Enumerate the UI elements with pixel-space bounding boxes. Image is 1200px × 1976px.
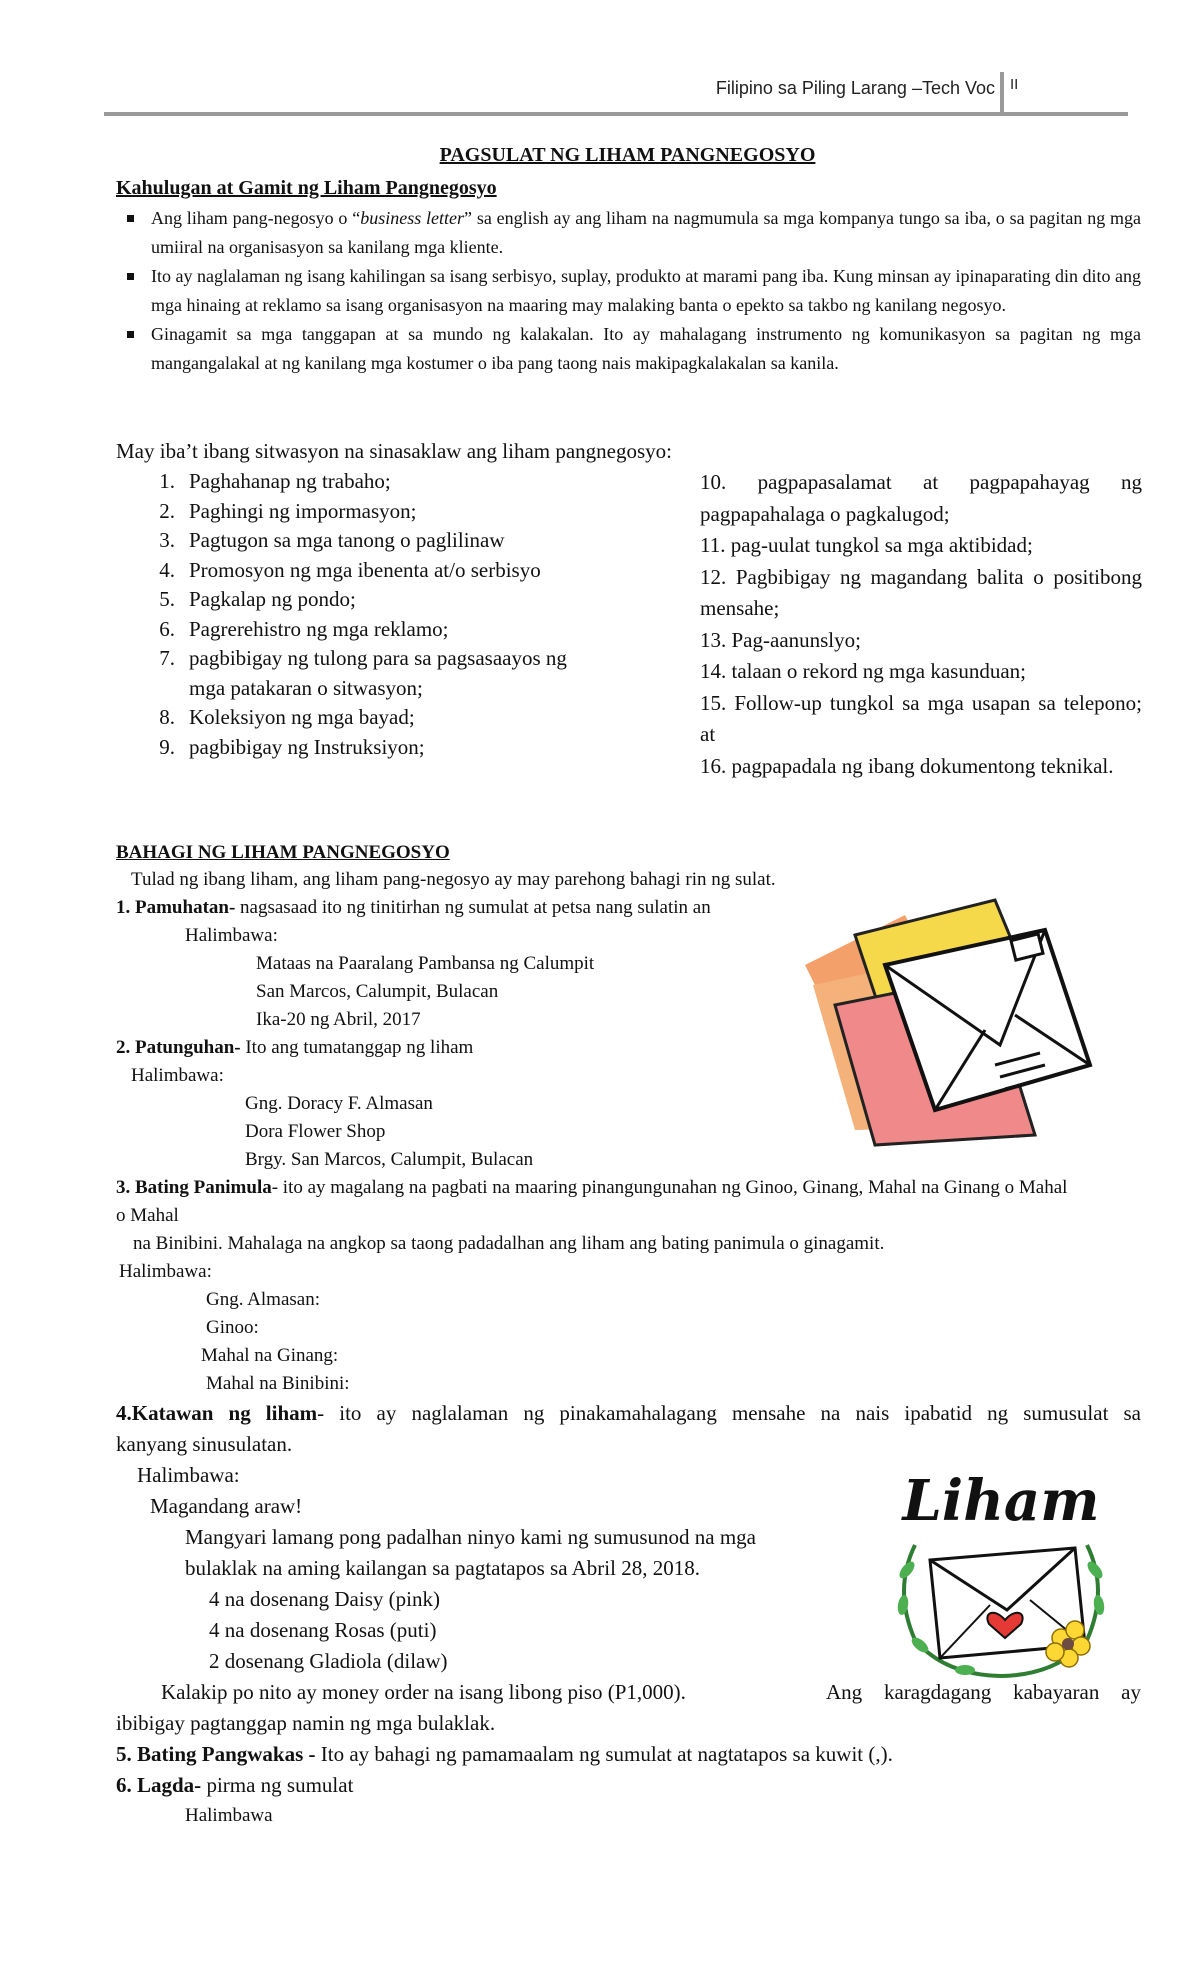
letter-item: 2 dosenang Gladiola (dilaw): [209, 1649, 448, 1673]
lagda-halimbawa: Halimbawa: [185, 1805, 273, 1826]
patunguhan-example-line: Brgy. San Marcos, Calumpit, Bulacan: [245, 1149, 534, 1170]
envelopes-clipart-icon: [795, 895, 1095, 1147]
list-item: 12. Pagbibigay ng magandang balita o positibong mensahe;: [700, 564, 1142, 620]
bullet-item: Ginagamit sa mga tanggapan at sa mundo ng kalakalan. Ito ay mahalagang instrumento ng komunikasyon sa pagitan ng mga mangangalakal at ng kanilang mga kostumer o iba pang taong nais makipagkalakalan sa kanila.: [116, 320, 1141, 378]
letter-item: 4 na dosenang Daisy (pink): [209, 1587, 440, 1611]
katawan-halimbawa: Halimbawa:: [137, 1463, 240, 1487]
patunguhan-example-line: Dora Flower Shop: [245, 1121, 386, 1142]
bating-panimula-line: 3. Bating Panimula- ito ay magalang na pagbati na maaring pinangungunahan ng Ginoo, Ginang, Mahal na Ginang o Mahal: [116, 1177, 1068, 1198]
letter-greeting: Magandang araw!: [150, 1494, 303, 1518]
list-item: 10. pagpapasalamat at pagpapahayag ng pagpapahalaga o pagkalugod;: [700, 470, 1142, 526]
katawan-line-2: kanyang sinusulatan.: [116, 1432, 293, 1456]
patunguhan-halimbawa: Halimbawa:: [131, 1065, 224, 1086]
bahagi-intro: Tulad ng ibang liham, ang liham pang-negosyo ay may parehong bahagi rin ng sulat.: [131, 869, 776, 890]
liham-lettering: Liham: [902, 1470, 1100, 1534]
bating-panimula-example: Gng. Almasan:: [206, 1289, 320, 1310]
document-title: PAGSULAT NG LIHAM PANGNEGOSYO: [439, 144, 816, 166]
patunguhan-line: 2. Patunguhan- Ito ang tumatanggap ng liham: [116, 1037, 474, 1058]
list-item: 14. talaan o rekord ng mga kasunduan;: [700, 659, 1026, 683]
list-item: 7. pagbibigay ng tulong para sa pagsasaayos ng mga patakaran o sitwasyon;: [159, 646, 567, 700]
lagda-line: 6. Lagda- pirma ng sumulat: [116, 1773, 354, 1797]
bullet-item: Ang liham pang-negosyo o “business letter” sa english ay ang liham na nagmumula sa mga kompanya tungo sa iba, o sa pagitan ng mga umiiral na organisasyon sa kanilang mga kliente.: [116, 204, 1141, 262]
letter-item: 4 na dosenang Rosas (puti): [209, 1618, 437, 1642]
bating-panimula-line-cont: o Mahal: [116, 1205, 179, 1226]
list-item: 3. Pagtugon sa mga tanong o paglilinaw: [159, 528, 505, 552]
liham-envelope-flowers-icon: [885, 1470, 1117, 1682]
bahagi-heading: BAHAGI NG LIHAM PANGNEGOSYO: [116, 842, 450, 863]
list-item: 11. pag-uulat tungkol sa mga aktibidad;: [700, 533, 1033, 557]
list-item: 4. Promosyon ng mga ibenenta at/o serbisyo: [159, 557, 541, 582]
bating-panimula-example: Mahal na Ginang:: [201, 1345, 339, 1366]
bating-panimula-example: Mahal na Binibini:: [206, 1373, 350, 1394]
patunguhan-example-line: Gng. Doracy F. Almasan: [245, 1093, 433, 1114]
bating-panimula-line-2: na Binibini. Mahalaga na angkop sa taong padadalhan ang liham ang bating panimula o ginagamit.: [133, 1233, 885, 1254]
list-item: 2. Paghingi ng impormasyon;: [159, 498, 417, 523]
list-item: 13. Pag-aanunslyo;: [700, 627, 861, 652]
kahulugan-heading: Kahulugan at Gamit ng Liham Pangnegosyo: [116, 177, 497, 199]
letter-closing-b: Ang karagdagang kabayaran ay: [826, 1680, 1141, 1704]
pamuhatan-example-line: San Marcos, Calumpit, Bulacan: [256, 981, 499, 1002]
list-item: 15. Follow-up tungkol sa mga usapan sa telepono; at: [700, 690, 1142, 746]
letter-closing-c: ibibigay pagtanggap namin ng mga bulaklak.: [116, 1711, 496, 1735]
list-item: 6. Pagrerehistro ng mga reklamo;: [159, 616, 449, 641]
header-rule: [104, 112, 1128, 116]
pamuhatan-example-line: Ika-20 ng Abril, 2017: [256, 1009, 421, 1030]
running-header-title: Filipino sa Piling Larang –Tech Voc: [715, 78, 995, 98]
list-item: 9. pagbibigay ng Instruksiyon;: [159, 734, 425, 759]
katawan-line: 4.Katawan ng liham- ito ay naglalaman ng pinakamahalagang mensahe na nais ipabatid ng sumusulat sa: [116, 1401, 1141, 1425]
pamuhatan-example-line: Mataas na Paaralang Pambansa ng Calumpit: [256, 953, 595, 974]
list-item: 1. Paghahanap ng trabaho;: [159, 469, 391, 493]
list-item: 5. Pagkalap ng pondo;: [159, 587, 356, 611]
pamuhatan-line: 1. Pamuhatan- nagsasaad ito ng tinitirhan ng sumulat at petsa nang sulatin an: [116, 897, 711, 918]
list-item: 8. Koleksiyon ng mga bayad;: [159, 705, 415, 729]
sitwasyon-list-left: [145, 467, 605, 762]
bating-pangwakas-line: 5. Bating Pangwakas - Ito ay bahagi ng pamamaalam ng sumulat at nagtatapos sa kuwit (,).: [116, 1742, 893, 1766]
sitwasyon-intro: May iba’t ibang sitwasyon na sinasaklaw ang liham pangnegosyo:: [116, 439, 673, 463]
letter-body-line: Mangyari lamang pong padalhan ninyo kami ng sumusunod na mga: [185, 1525, 756, 1549]
letter-closing-a: Kalakip po nito ay money order na isang libong piso (P1,000).: [161, 1680, 686, 1704]
kahulugan-bullets: [116, 204, 1141, 378]
letter-body-line: bulaklak na aming kailangan sa pagtatapos sa Abril 28, 2018.: [185, 1556, 700, 1580]
bullet-item: Ito ay naglalaman ng isang kahilingan sa isang serbisyo, suplay, produkto at marami pang iba. Kung minsan ay ipinaparating din dito ang mga hinaing at reklamo sa isang organisasyon na maaring may malaking banta o epekto sa takbo ng kanilang negosyo.: [116, 262, 1141, 320]
bating-panimula-halimbawa: Halimbawa:: [119, 1261, 212, 1282]
bating-panimula-example: Ginoo:: [206, 1317, 259, 1338]
sitwasyon-list-right: [700, 467, 1142, 782]
page-number: II: [1010, 76, 1019, 93]
header-separator: [1000, 72, 1004, 112]
list-item: 16. pagpapadala ng ibang dokumentong teknikal.: [700, 753, 1114, 778]
pamuhatan-halimbawa: Halimbawa:: [185, 925, 278, 946]
